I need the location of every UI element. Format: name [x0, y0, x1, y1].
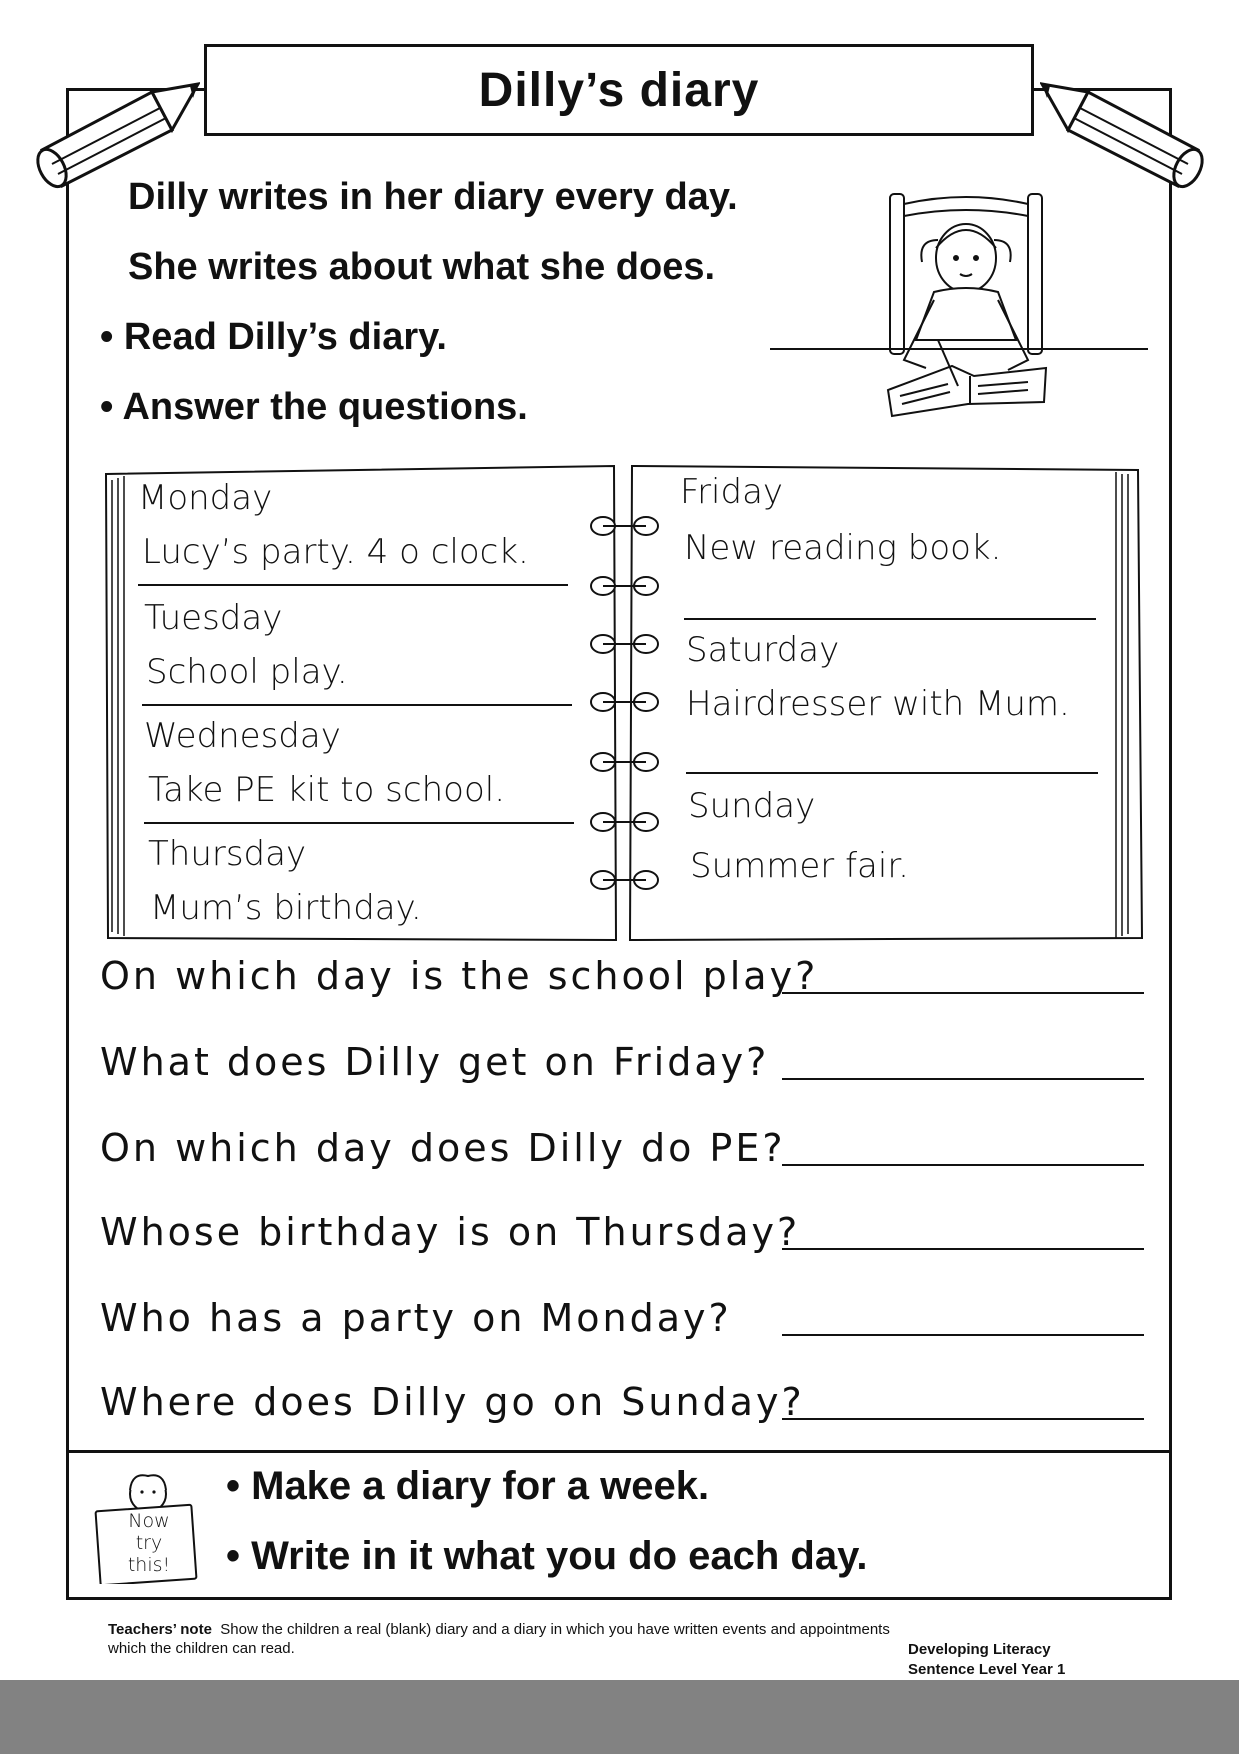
diary-rule	[144, 822, 574, 824]
teachers-note-text: Show the children a real (blank) diary and a diary in which you have written events and appointments which the children can read.	[108, 1621, 890, 1657]
diary-entry-saturday: Hairdresser with Mum.	[686, 684, 1070, 724]
now-try-sign-line-2: try	[135, 1532, 163, 1554]
diary-entry-sunday: Summer fair.	[690, 846, 909, 886]
diary-entry-wednesday: Take PE kit to school.	[148, 770, 505, 810]
girl-writing-illustration	[878, 190, 1056, 420]
diary-entry-monday: Lucy’s party. 4 o clock.	[142, 532, 529, 572]
task-make-diary: • Make a diary for a week.	[226, 1464, 710, 1508]
question-1: On which day is the school play?	[100, 954, 819, 998]
diary-rule	[684, 618, 1096, 620]
question-5: Who has a party on Monday?	[100, 1296, 732, 1340]
section-divider	[66, 1450, 1172, 1453]
diary-day-tuesday: Tuesday	[144, 598, 283, 638]
task-write-diary: • Write in it what you do each day.	[226, 1534, 868, 1578]
diary-entry-thursday: Mum’s birthday.	[150, 888, 422, 928]
diary-rule	[686, 772, 1098, 774]
teachers-note-label: Teachers’ note	[108, 1621, 212, 1638]
answer-line-3[interactable]	[782, 1164, 1144, 1166]
now-try-sign	[122, 1510, 176, 1576]
page-title: Dilly’s diary	[204, 44, 1034, 136]
diary-day-monday: Monday	[138, 478, 273, 518]
teachers-note	[108, 1620, 908, 1658]
now-try-sign-line-1: Now	[128, 1510, 170, 1532]
question-2: What does Dilly get on Friday?	[100, 1040, 770, 1084]
question-3: On which day does Dilly do PE?	[100, 1126, 786, 1170]
instruction-read: • Read Dilly’s diary.	[100, 316, 447, 358]
question-6: Where does Dilly go on Sunday?	[100, 1380, 805, 1424]
brand-line-1: Developing Literacy	[908, 1641, 1051, 1658]
diary-entry-friday: New reading book.	[684, 528, 1002, 568]
answer-line-1[interactable]	[782, 992, 1144, 994]
question-4: Whose birthday is on Thursday?	[100, 1210, 801, 1254]
answer-line-6[interactable]	[782, 1418, 1144, 1420]
instruction-answer: • Answer the questions.	[100, 386, 528, 428]
intro-line-1: Dilly writes in her diary every day.	[128, 176, 738, 218]
diary-day-saturday: Saturday	[686, 630, 840, 670]
answer-line-5[interactable]	[782, 1334, 1144, 1336]
now-try-sign-line-3: this!	[127, 1554, 171, 1576]
answer-line-4[interactable]	[782, 1248, 1144, 1250]
diary-rule	[142, 704, 572, 706]
diary-day-wednesday: Wednesday	[144, 716, 341, 756]
diary-day-sunday: Sunday	[688, 786, 816, 826]
bottom-gray-band	[0, 1680, 1239, 1754]
diary-day-friday: Friday	[680, 472, 784, 512]
answer-line-2[interactable]	[782, 1078, 1144, 1080]
pencil-left-icon	[22, 78, 200, 190]
brand-line-2: Sentence Level Year 1	[908, 1661, 1066, 1678]
publisher-brand	[908, 1640, 1065, 1680]
diary-entry-tuesday: School play.	[146, 652, 348, 692]
diary-rule	[138, 584, 568, 586]
intro-line-2: She writes about what she does.	[128, 246, 716, 288]
diary-book	[98, 460, 1148, 945]
diary-day-thursday: Thursday	[148, 834, 307, 874]
pencil-right-icon	[1040, 78, 1218, 190]
